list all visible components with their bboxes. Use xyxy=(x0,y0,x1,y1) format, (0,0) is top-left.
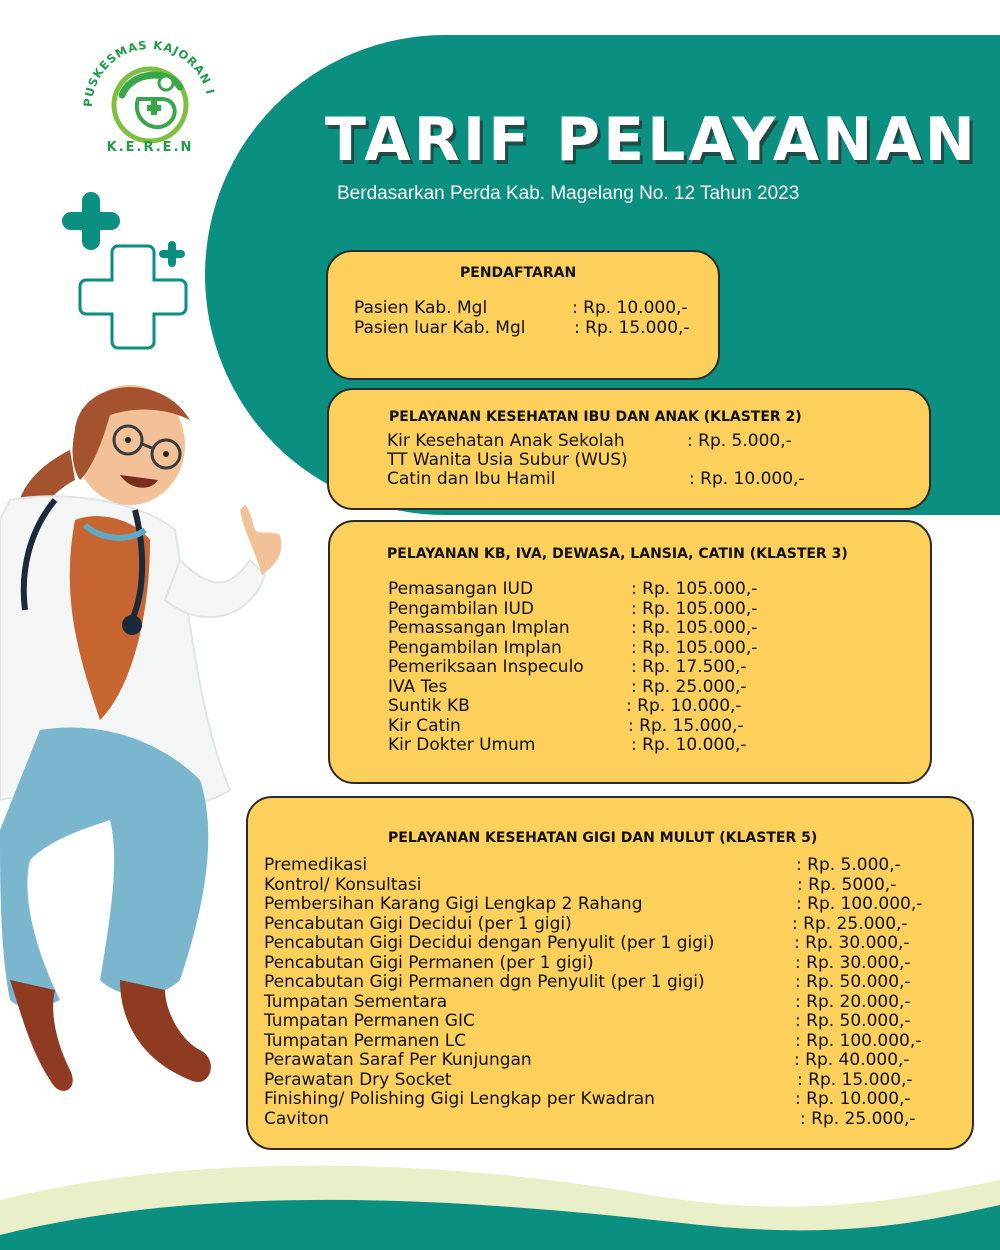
item-price: : Rp. 100.000,- xyxy=(795,1030,922,1051)
item-price: : Rp. 40.000,- xyxy=(794,1050,910,1070)
item-price: : Rp. 10.000,- xyxy=(626,696,742,716)
item-label: Catin dan Ibu Hamil xyxy=(387,469,556,489)
section-card-klaster-3 xyxy=(328,520,932,784)
item-label: Pengambilan Implan xyxy=(388,637,562,658)
item-price: : Rp. 30.000,- xyxy=(795,952,911,973)
item-price: : Rp. 105.000,- xyxy=(631,598,758,619)
item-label: IVA Tes xyxy=(388,676,448,697)
item-price: : Rp. 5.000,- xyxy=(796,855,901,875)
item-label: Tumpatan Sementara xyxy=(264,991,448,1012)
item-label: Kir Dokter Umum xyxy=(388,735,536,755)
item-label: Suntik KB xyxy=(388,696,470,716)
item-label: Tumpatan Permanen LC xyxy=(264,1030,467,1051)
section-title: PELAYANAN KESEHATAN GIGI DAN MULUT (KLASTER 5) xyxy=(388,830,818,846)
item-label: Pembersihan Karang Gigi Lengkap 2 Rahang xyxy=(264,894,643,914)
item-label: Pengambilan IUD xyxy=(388,598,535,619)
item-label: Finishing/ Polishing Gigi Lengkap per Kwadran xyxy=(264,1089,655,1109)
item-price: : Rp. 25.000,- xyxy=(792,913,908,934)
item-price: : Rp. 10.000,- xyxy=(795,1089,911,1109)
section-card-pendaftaran xyxy=(326,250,720,380)
item-price: : Rp. 105.000,- xyxy=(631,637,758,658)
item-label: Pasien Kab. Mgl xyxy=(354,298,488,318)
item-price: : Rp. 105.000,- xyxy=(631,618,758,638)
page-title: TARIF PELAYANAN xyxy=(325,105,978,175)
section-card-klaster-2 xyxy=(327,388,931,510)
item-price: : Rp. 100.000,- xyxy=(796,894,923,914)
item-price: : Rp. 50.000,- xyxy=(795,1011,911,1031)
logo-arc-text: PUSKESMAS KAJORAN I xyxy=(80,37,218,108)
item-label: Pencabutan Gigi Decidui (per 1 gigi) xyxy=(264,913,572,934)
item-price: : Rp. 20.000,- xyxy=(795,991,911,1012)
item-label: TT Wanita Usia Subur (WUS) xyxy=(387,450,628,470)
item-label: Perawatan Dry Socket xyxy=(264,1069,452,1090)
small-plus-icon xyxy=(158,240,186,268)
item-label: Kir Catin xyxy=(388,715,461,736)
item-price: : Rp. 10.000,- xyxy=(572,298,688,318)
item-price: : Rp. 5000,- xyxy=(797,874,897,895)
item-label: Premedikasi xyxy=(264,855,368,875)
item-price: : Rp. 50.000,- xyxy=(795,972,911,992)
item-label: Pencabutan Gigi Permanen dgn Penyulit (per 1 gigi) xyxy=(264,972,705,992)
section-title: PELAYANAN KESEHATAN IBU DAN ANAK (KLASTER 2) xyxy=(389,409,802,425)
logo-bottom-text: K.E.R.E.N xyxy=(106,140,194,155)
item-price: : Rp. 15.000,- xyxy=(797,1069,913,1090)
item-label: Pemasangan IUD xyxy=(388,579,534,599)
item-label: Kontrol/ Konsultasi xyxy=(264,874,422,895)
item-label: Pencabutan Gigi Decidui dengan Penyulit (per 1 gigi) xyxy=(264,933,715,953)
section-title: PELAYANAN KB, IVA, DEWASA, LANSIA, CATIN (KLASTER 3) xyxy=(387,546,848,562)
item-label: Tumpatan Permanen GIC xyxy=(264,1011,475,1031)
item-price: : Rp. 10.000,- xyxy=(631,735,747,755)
item-price: : Rp. 105.000,- xyxy=(631,579,758,599)
item-label: Perawatan Saraf Per Kunjungan xyxy=(264,1050,532,1070)
item-price: : Rp. 17.500,- xyxy=(631,657,747,677)
item-price: : Rp. 30.000,- xyxy=(794,933,910,953)
item-price: : Rp. 25.000,- xyxy=(800,1108,916,1129)
item-price: : Rp. 15.000,- xyxy=(574,318,690,338)
section-title: PENDAFTARAN xyxy=(460,265,577,281)
section-card-klaster-5 xyxy=(246,796,974,1150)
item-price: : Rp. 10.000,- xyxy=(689,469,805,489)
item-label: Pemassangan Implan xyxy=(388,618,570,638)
item-label: Pasien luar Kab. Mgl xyxy=(354,318,526,338)
item-label: Pemeriksaan Inspeculo xyxy=(388,657,584,677)
page-subtitle: Berdasarkan Perda Kab. Magelang No. 12 Tahun 2023 xyxy=(337,183,800,204)
item-price: : Rp. 5.000,- xyxy=(687,431,792,451)
puskesmas-logo xyxy=(70,25,230,165)
item-label: Kir Kesehatan Anak Sekolah xyxy=(387,431,625,451)
item-price: : Rp. 25.000,- xyxy=(631,676,747,697)
item-price: : Rp. 15.000,- xyxy=(628,715,744,736)
item-label: Pencabutan Gigi Permanen (per 1 gigi) xyxy=(264,952,594,973)
item-label: Caviton xyxy=(264,1108,329,1129)
